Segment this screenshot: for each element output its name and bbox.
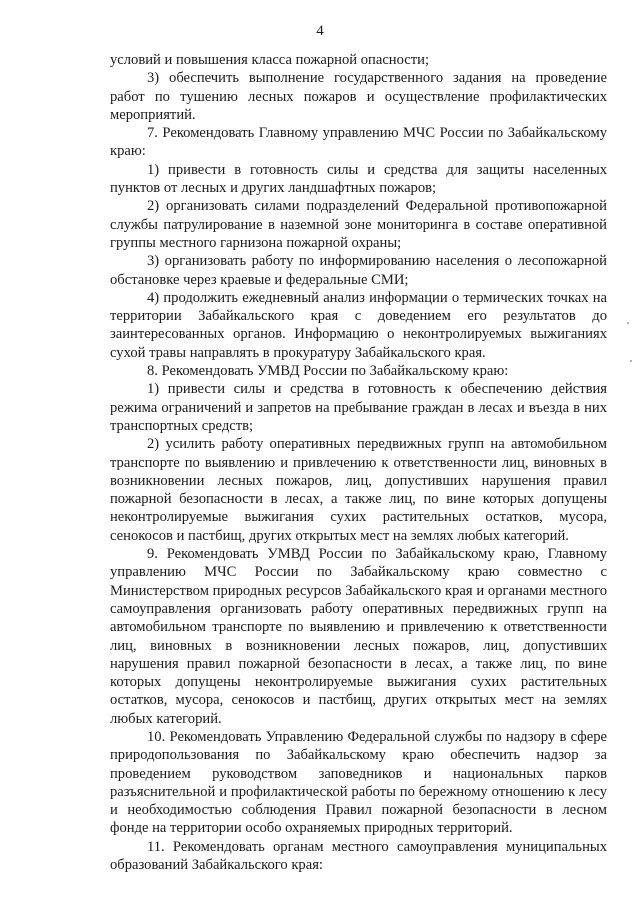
paragraph-clause-8: 8. Рекомендовать УМВД России по Забайкальскому краю: bbox=[147, 363, 509, 380]
paragraph-item-7-1: 1) привести в готовность силы и средства для защиты населенных пунктов от лесных и других ландшафтных пожаров; bbox=[110, 161, 607, 197]
page-number: 4 bbox=[316, 23, 324, 39]
paragraph-clause-11: 11. Рекомендовать органам местного самоуправления муниципальных образований Забайкальского края: bbox=[110, 838, 607, 874]
scan-speck bbox=[627, 322, 629, 324]
paragraph-clause-7: 7. Рекомендовать Главному управлению МЧС России по Забайкальскому краю: bbox=[110, 125, 607, 160]
paragraph-clause-10: 10. Рекомендовать Управлению Федеральной службы по надзору в сфере природопользования по Забайкальскому краю обеспечить надзор за проведением руководством заповедников и национальных парков разъяснительной и профилактической работы по бережному отношению к лесу и необходимостью соблюдения Правил пожарной безопасности в лесном фонде на территории особо охраняемых природных территорий. bbox=[110, 728, 607, 837]
paragraph-item-7-2: 2) организовать силами подразделений Федеральной противопожарной службы патрулирование в наземной зоне мониторинга в составе оперативной группы местного гарнизона пожарной охраны; bbox=[110, 198, 607, 251]
paragraph-item-7-4: 4) продолжить ежедневный анализ информации о термических точках на территории Забайкальского края с доведением его результатов до заинтересованных органов. Информацию о неконтролируемых выжиганиях сухой травы направлять в прокуратуру Забайкальского края. bbox=[110, 289, 607, 361]
document-body bbox=[110, 51, 607, 874]
scan-speck bbox=[630, 360, 632, 362]
paragraph-clause-9: 9. Рекомендовать УМВД России по Забайкальскому краю, Главному управлению МЧС России по Забайкальскому краю совместно с Министерством природных ресурсов Забайкальского края и органами местного самоуправления организовать работу оперативных передвижных групп на автомобильном транспорте по выявлению и привлечению к ответственности лиц, виновных в возникновении лесных пожаров, лиц, допустивших нарушения правил пожарной безопасности в лесах, а также лиц, по вине которых допущены неконтролируемые выжигания сухих растительных остатков, мусора, сенокосов и пастбищ, других открытых мест на землях любых категорий. bbox=[110, 546, 607, 727]
paragraph-item-6-3: 3) обеспечить выполнение государственного задания на проведение работ по тушению лесных пожаров и осуществление профилактических мероприятий. bbox=[110, 70, 607, 123]
paragraph-item-8-2: 2) усилить работу оперативных передвижных групп на автомобильном транспорте по выявлению и привлечению к ответственности лиц, виновных в возникновении лесных пожаров, лиц, допустивших нарушения правил пожарной безопасности в лесах, а также лиц, по вине которых допущены неконтролируемые выжигания сухих растительных остатков, мусора, сенокосов и пастбищ, других открытых мест на землях любых категорий. bbox=[110, 436, 607, 544]
paragraph-item-8-1: 1) привести силы и средства в готовность к обеспечению действия режима ограничений и запретов на пребывание граждан в лесах и въезда в них транспортных средств; bbox=[110, 381, 607, 434]
paragraph-continuation: условий и повышения класса пожарной опасности; bbox=[110, 52, 429, 68]
paragraph-item-7-3: 3) организовать работу по информированию населения о лесопожарной обстановке через краевые и федеральные СМИ; bbox=[110, 253, 607, 288]
